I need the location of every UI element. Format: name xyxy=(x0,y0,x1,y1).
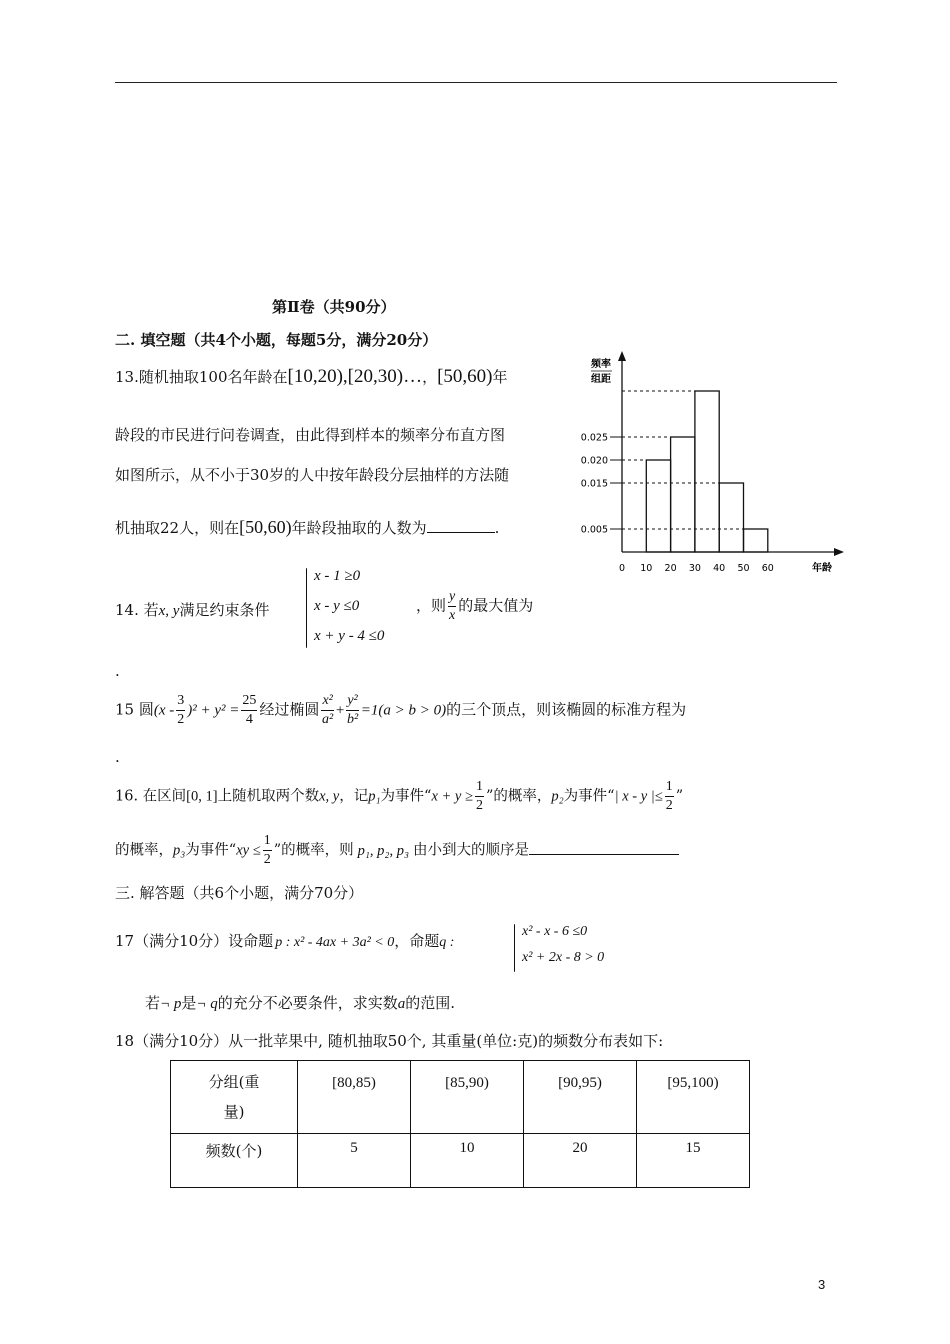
fill-in-header: 二. 填空题（共4个小题，每题5分，满分20分） xyxy=(115,331,438,349)
q14-vars: x, y xyxy=(158,603,180,619)
table-group-4: [95,100) xyxy=(637,1061,750,1134)
q18-text: 18（满分10分）从一批苹果中, 随机抽取50个, 其重量(单位:克)的频数分布表如下: xyxy=(115,1032,664,1050)
table-header-label: 分组(重 量) xyxy=(171,1061,298,1134)
q17-text-2d: 的范围. xyxy=(405,994,456,1012)
histogram-bar xyxy=(744,529,768,552)
q17-text: 17（满分10分）设命题 xyxy=(115,932,274,950)
x-axis-title: 年龄 xyxy=(812,563,832,574)
q17-text-2c: 的充分不必要条件，求实数 xyxy=(217,994,398,1012)
histogram-bar xyxy=(646,460,670,552)
q16-half-2: $\frac{1}{2}$ xyxy=(665,779,673,813)
table-data-row xyxy=(171,1134,750,1188)
q17-line-2 xyxy=(145,992,455,1013)
q13-interval-3: [50,60) xyxy=(437,366,493,387)
table-header-row xyxy=(171,1061,750,1134)
q17-line-1 xyxy=(115,930,454,951)
y-tick-label: 0.005 xyxy=(580,524,608,536)
q17-prop-q: q : xyxy=(439,935,455,950)
q16-text-f: ”的概率， xyxy=(485,788,552,805)
q17-text-2b: 是 xyxy=(181,994,197,1012)
q16-text-c: ，记 xyxy=(339,788,369,805)
x-tick-label: 0 xyxy=(618,563,626,574)
q15-frac-1: $\frac{3}{2}$ xyxy=(177,693,185,727)
x-tick-label: 10 xyxy=(640,563,653,574)
q15-text: 15 圆 xyxy=(115,700,154,719)
q16-text-2c: ”的概率，则 xyxy=(273,842,354,859)
q17-not-p: ¬ p xyxy=(160,996,182,1012)
q15-line xyxy=(115,692,686,729)
q13-text: 13.随机抽取100名年龄在 xyxy=(115,368,288,386)
q16-p2: p₂ xyxy=(551,788,564,805)
q16-line-1 xyxy=(115,778,683,815)
x-axis-arrow xyxy=(834,548,844,556)
table-count-1: 5 xyxy=(298,1134,411,1188)
q14-text-d: ，则 xyxy=(416,596,447,615)
q16-text-h: ” xyxy=(675,788,684,805)
x-tick-label: 60 xyxy=(761,563,774,574)
q13-interval-1: [10,20) xyxy=(287,366,343,387)
q16-text-g: 为事件“ xyxy=(563,788,615,805)
q16-p1: p₁ xyxy=(368,788,381,805)
table-count-2: 10 xyxy=(411,1134,524,1188)
q13-line-3: 如图所示，从不小于30岁的人中按年龄段分层抽样的方法随 xyxy=(115,466,510,484)
histogram-bar xyxy=(719,483,743,552)
x-tick-label: 20 xyxy=(664,563,677,574)
q15-frac-3: $\frac{\text{x²}}{\text{a²}}$ xyxy=(322,693,334,727)
q14-text-e: 的最大值为 xyxy=(458,596,534,615)
q16-text-2d: 由小到大的顺序是 xyxy=(412,842,529,859)
q13-text-4b: 年龄段抽取的人数为 xyxy=(291,519,427,537)
q17-prop-p: p : x² - 4ax + 3a² < 0 xyxy=(275,935,395,950)
header-rule xyxy=(115,82,837,83)
q16-text: 16. 在区间 xyxy=(115,788,187,805)
x-tick-label: 30 xyxy=(688,563,701,574)
q14-text-b: 满足约束条件 xyxy=(179,601,270,619)
y-axis-arrow xyxy=(618,351,626,361)
q13-text-end: 年 xyxy=(492,368,508,386)
x-tick-label: 40 xyxy=(713,563,726,574)
q16-text-2a: 的概率， xyxy=(115,842,173,859)
q14-constraint-2: x - y ≤0 xyxy=(314,598,360,614)
q16-text-2b: 为事件“ xyxy=(185,842,237,859)
q13-answer-blank[interactable] xyxy=(427,532,495,533)
q17-text-2a: 若 xyxy=(145,994,161,1012)
q13-interval-4: [50,60) xyxy=(239,517,292,537)
q13-ellipsis: … xyxy=(403,366,423,387)
q16-event-2: | x - y |≤ xyxy=(614,788,663,805)
solve-header: 三. 解答题（共6个小题，满分70分） xyxy=(115,884,364,902)
q17-system-brace xyxy=(514,924,515,972)
frequency-histogram xyxy=(570,345,850,580)
y-tick-label: 0.020 xyxy=(580,455,608,467)
y-axis-title-bottom: 组距 xyxy=(591,374,611,385)
q13-period: . xyxy=(494,519,500,537)
x-tick-label: 50 xyxy=(737,563,750,574)
table-count-3: 20 xyxy=(524,1134,637,1188)
q15-expr-1: (x - xyxy=(153,702,175,719)
histogram-bar xyxy=(695,391,719,552)
q18-frequency-table xyxy=(170,1060,750,1188)
table-group-3: [90,95) xyxy=(524,1061,637,1134)
q14-end: . xyxy=(115,662,120,680)
q14-constraint-3: x + y - 4 ≤0 xyxy=(314,628,385,644)
q13-line-4 xyxy=(115,517,499,538)
q15-text-b: 经过椭圆 xyxy=(259,700,320,719)
histogram-bar xyxy=(671,437,695,552)
q15-frac-4: $\frac{\text{y²}}{\text{b²}}$ xyxy=(346,693,359,727)
section-title: 第Ⅱ卷（共90分） xyxy=(272,298,396,316)
q16-answer-blank[interactable] xyxy=(529,854,679,855)
q16-vars: x, y xyxy=(319,788,340,805)
q14-line xyxy=(115,599,269,620)
table-group-2: [85,90) xyxy=(411,1061,524,1134)
table-group-1: [80,85) xyxy=(298,1061,411,1134)
table-count-4: 15 xyxy=(637,1134,750,1188)
q17-var-a: a xyxy=(397,996,406,1012)
q16-half-3: $\frac{1}{2}$ xyxy=(263,833,271,867)
q16-half-1: $\frac{1}{2}$ xyxy=(475,779,483,813)
q17-not-q: ¬ q xyxy=(196,996,218,1012)
q13-line-1: 13.随机抽取100名年龄在[10,20),[20,30)…，[50,60)年 xyxy=(115,366,508,387)
y-axis-title-top: 频率 xyxy=(591,359,611,370)
q16-text-b: 上随机取两个数 xyxy=(217,788,320,805)
q14-constraint-1: x - 1 ≥0 xyxy=(314,568,361,584)
q14-fraction: $\frac{y}{x}$ xyxy=(449,589,456,623)
q16-text-d: 为事件“ xyxy=(380,788,432,805)
y-tick-label: 0.015 xyxy=(580,478,608,490)
q17-text-b: ，命题 xyxy=(394,932,440,950)
q16-order: p₁, p₂, p₃ xyxy=(357,842,409,859)
q14-constraint-brace xyxy=(306,568,307,648)
q15-text-c: 的三个顶点，则该椭圆的标准方程为 xyxy=(446,700,687,719)
q15-frac-2: $\frac{25}{4}$ xyxy=(242,693,257,727)
q14-text: 14. 若 xyxy=(115,601,159,619)
q13-line-2: 龄段的市民进行问卷调查，由此得到样本的频率分布直方图 xyxy=(115,426,506,444)
q17-condition-2: x² + 2x - 8 > 0 xyxy=(522,950,605,965)
q16-event-1: x + y ≥ xyxy=(431,788,473,805)
q15-expr-2: )² + y² = xyxy=(187,702,240,719)
q14-line-right xyxy=(416,588,533,625)
page-number: 3 xyxy=(818,1277,826,1292)
q13-text-4a: 机抽取22人，则在 xyxy=(115,519,240,537)
q17-condition-1: x² - x - 6 ≤0 xyxy=(522,924,588,939)
table-row-label: 频数(个) xyxy=(171,1134,298,1188)
q15-plus: + xyxy=(335,702,345,719)
q16-event-3: xy ≤ xyxy=(236,842,261,859)
q16-p3: p₃ xyxy=(173,842,186,859)
q16-interval: [0, 1] xyxy=(186,788,218,805)
q16-line-2 xyxy=(115,832,679,869)
y-tick-label: 0.025 xyxy=(580,432,608,444)
q15-end: . xyxy=(115,748,120,766)
q13-interval-2: [20,30) xyxy=(347,366,404,387)
q15-expr-3: =1(a > b > 0) xyxy=(360,702,447,719)
